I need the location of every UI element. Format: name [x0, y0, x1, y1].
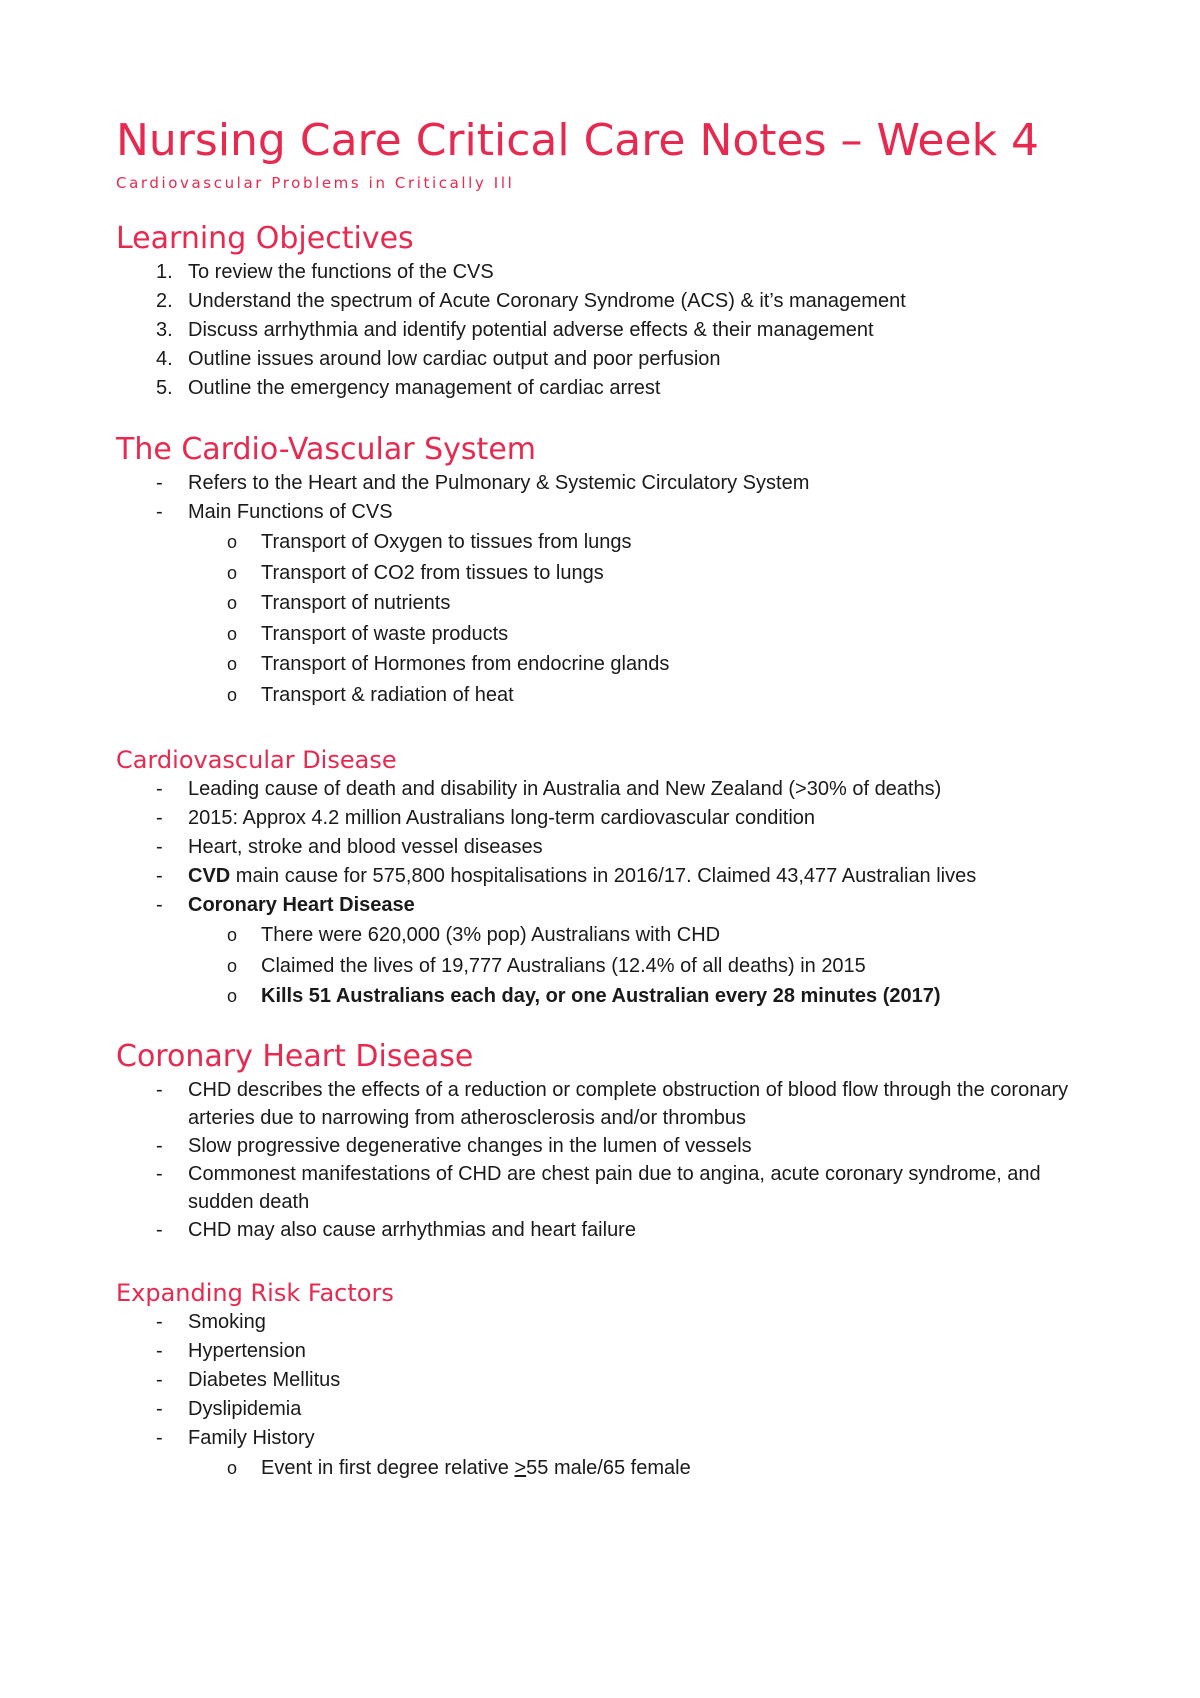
dash-bullet: - — [156, 1339, 163, 1362]
document-page — [116, 112, 1096, 1483]
circle-bullet: o — [227, 593, 238, 613]
list-item-text: 2015: Approx 4.2 million Australians long-term cardiovascular condition — [188, 807, 816, 829]
list-item — [116, 1424, 1096, 1453]
list-item-text: CHD may also cause arrhythmias and heart failure — [188, 1218, 636, 1241]
list-item — [116, 833, 1096, 862]
dash-bullet: - — [156, 778, 163, 800]
list-item — [116, 1132, 1096, 1160]
greater-equal-symbol: > — [514, 1456, 527, 1479]
sub-list-item — [116, 527, 1096, 558]
dash-bullet: - — [156, 865, 163, 887]
list-item — [116, 498, 1096, 527]
dash-bullet: - — [156, 501, 163, 523]
list-item — [116, 1337, 1096, 1366]
list-item-text: Hypertension — [188, 1339, 306, 1362]
heading-learning-objectives: Learning Objectives — [116, 221, 414, 256]
sub-list-item — [116, 619, 1096, 650]
list-item-text: Claimed the lives of 19,777 Australians (12.4% of all deaths) in 2015 — [261, 954, 866, 977]
list-item — [116, 775, 1096, 804]
list-item — [116, 1366, 1096, 1395]
dash-bullet: - — [156, 472, 163, 494]
circle-bullet: o — [227, 684, 238, 705]
sub-list-item — [116, 649, 1096, 680]
list-item — [116, 316, 1096, 345]
list-item-text: Transport of Oxygen to tissues from lungs — [261, 531, 632, 553]
list-item — [116, 258, 1096, 287]
document-subtitle: Cardiovascular Problems in Critically Ill — [116, 174, 515, 192]
list-item — [116, 804, 1096, 833]
circle-bullet: o — [227, 654, 238, 674]
list-item-text: 55 male/65 female — [526, 1456, 691, 1479]
cvd-bold-label: CVD — [188, 865, 231, 887]
sub-list-item — [116, 1453, 1096, 1484]
learning-objectives-list — [116, 258, 1096, 403]
list-item — [116, 469, 1096, 498]
list-item — [116, 287, 1096, 316]
list-item-text: Event in first degree relative — [261, 1456, 515, 1479]
list-item-text: Outline the emergency management of cardiac arrest — [188, 377, 661, 399]
list-item-text: Refers to the Heart and the Pulmonary & Systemic Circulatory System — [188, 472, 810, 494]
list-item — [116, 1308, 1096, 1337]
list-item-text: main cause for 575,800 hospitalisations in 2016/17. Claimed 43,477 Australian lives — [230, 865, 977, 887]
list-item-text: Main Functions of CVS — [188, 501, 393, 523]
circle-bullet: o — [227, 986, 238, 1006]
circle-bullet: o — [227, 623, 238, 644]
list-item — [116, 345, 1096, 374]
dash-bullet: - — [156, 1078, 163, 1101]
list-item-text: Transport & radiation of heat — [261, 683, 514, 706]
circle-bullet: o — [227, 532, 238, 552]
document-title: Nursing Care Critical Care Notes – Week 4 — [116, 115, 1040, 166]
list-number: 1. — [156, 261, 173, 283]
list-item — [116, 1395, 1096, 1424]
list-item-text: Diabetes Mellitus — [188, 1368, 341, 1391]
dash-bullet: - — [156, 1218, 163, 1241]
list-number: 3. — [156, 319, 173, 341]
list-item-text: Slow progressive degenerative changes in the lumen of vessels — [188, 1134, 752, 1157]
dash-bullet: - — [156, 1397, 163, 1420]
heading-cardiovascular-disease: Cardiovascular Disease — [116, 746, 397, 774]
list-item — [116, 1216, 1096, 1244]
list-item-text: Commonest manifestations of CHD are chest pain due to angina, acute coronary syndrome, and sudden death — [188, 1162, 1041, 1213]
cvd-list — [116, 775, 1096, 1012]
cvs-list — [116, 469, 1096, 710]
dash-bullet: - — [156, 1134, 163, 1157]
sub-list-item — [116, 558, 1096, 589]
dash-bullet: - — [156, 1426, 163, 1449]
sub-list-item — [116, 920, 1096, 951]
sub-list-item — [116, 680, 1096, 711]
circle-bullet: o — [227, 955, 238, 976]
list-item — [116, 862, 1096, 891]
list-item-text: Smoking — [188, 1310, 266, 1333]
list-item-text: Understand the spectrum of Acute Coronary Syndrome (ACS) & it’s management — [188, 290, 906, 312]
sub-list-item — [116, 588, 1096, 619]
list-item-text: There were 620,000 (3% pop) Australians with CHD — [261, 924, 721, 946]
list-item-text: CHD describes the effects of a reduction or complete obstruction of blood flow through the coronary arteries due to narrowing from atherosclerosis and/or thrombus — [188, 1078, 1069, 1129]
dash-bullet: - — [156, 1162, 163, 1185]
list-item-text: Kills 51 Australians each day, or one Australian every 28 minutes (2017) — [261, 985, 941, 1007]
list-item-text: Outline issues around low cardiac output and poor perfusion — [188, 348, 721, 370]
list-item — [116, 1160, 1096, 1216]
heading-cardio-vascular-system: The Cardio-Vascular System — [116, 432, 536, 467]
chd-list — [116, 1076, 1096, 1244]
circle-bullet: o — [227, 925, 238, 945]
heading-expanding-risk-factors: Expanding Risk Factors — [116, 1278, 394, 1307]
list-number: 4. — [156, 348, 173, 370]
list-item-text: Transport of CO2 from tissues to lungs — [261, 561, 604, 584]
list-number: 2. — [156, 290, 173, 312]
dash-bullet: - — [156, 836, 163, 858]
heading-coronary-heart-disease: Coronary Heart Disease — [116, 1038, 474, 1074]
list-item — [116, 1076, 1096, 1132]
dash-bullet: - — [156, 807, 163, 829]
list-number: 5. — [156, 377, 173, 399]
list-item-text: Leading cause of death and disability in Australia and New Zealand (>30% of deaths) — [188, 778, 942, 800]
list-item-text: Transport of waste products — [261, 622, 509, 645]
list-item-text: Transport of nutrients — [261, 592, 451, 614]
sub-list-item — [116, 951, 1096, 982]
dash-bullet: - — [156, 1368, 163, 1391]
list-item-text: Transport of Hormones from endocrine glands — [261, 653, 670, 675]
circle-bullet: o — [227, 1457, 238, 1478]
list-item-text: Family History — [188, 1426, 315, 1449]
list-item-text: To review the functions of the CVS — [188, 261, 494, 283]
circle-bullet: o — [227, 562, 238, 583]
list-item-text: Discuss arrhythmia and identify potential adverse effects & their management — [188, 319, 874, 341]
risk-factors-list — [116, 1308, 1096, 1484]
list-item — [116, 891, 1096, 920]
chd-bold-label: Coronary Heart Disease — [188, 894, 415, 916]
dash-bullet: - — [156, 894, 163, 916]
sub-list-item — [116, 981, 1096, 1012]
list-item-text: Heart, stroke and blood vessel diseases — [188, 836, 543, 858]
dash-bullet: - — [156, 1310, 163, 1333]
list-item — [116, 374, 1096, 403]
list-item-text: Dyslipidemia — [188, 1397, 302, 1420]
